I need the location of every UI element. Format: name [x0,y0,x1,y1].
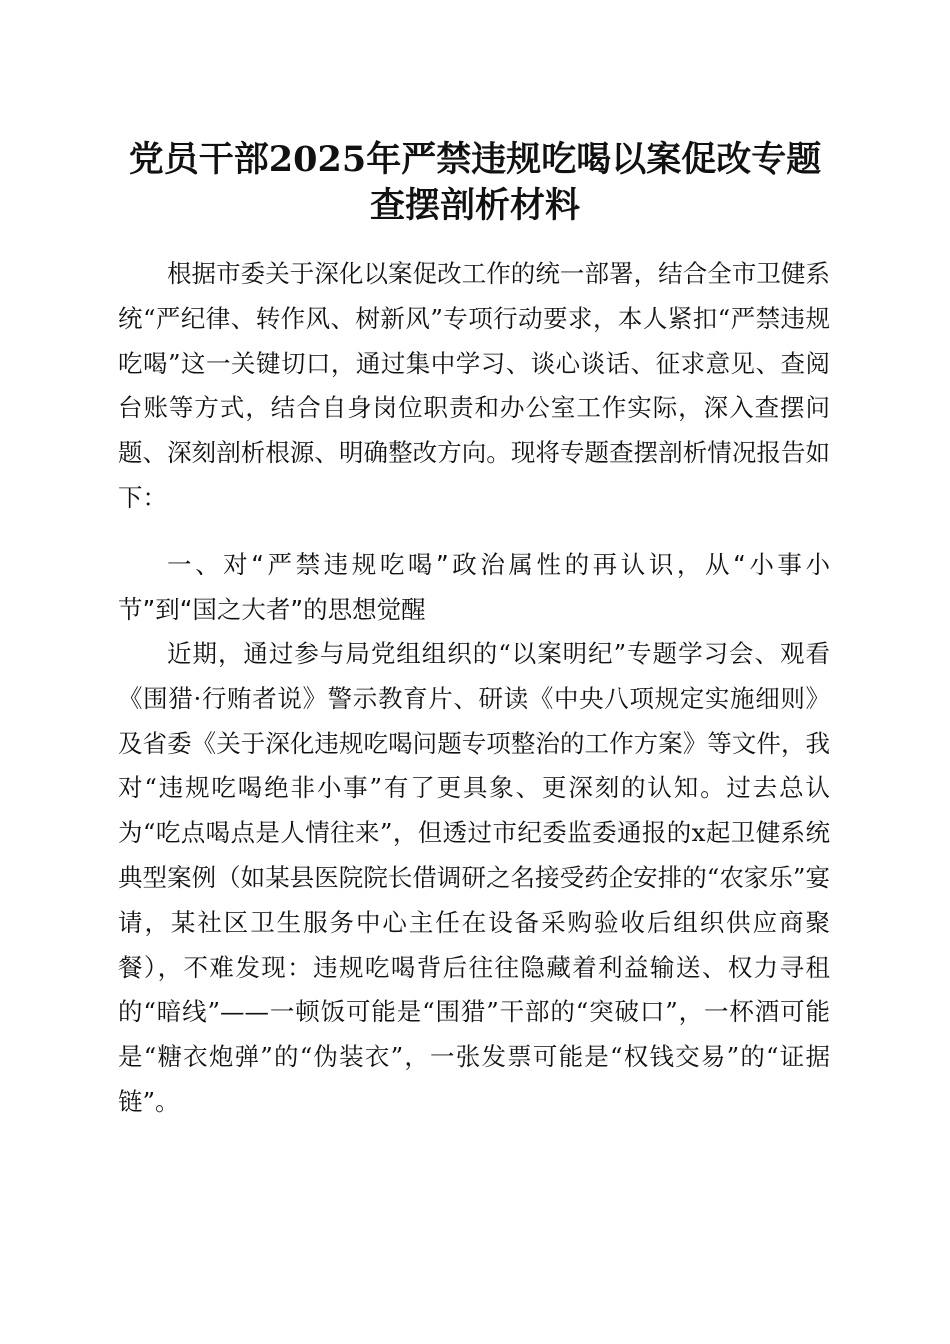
intro-paragraph: 根据市委关于深化以案促改工作的统一部署，结合全市卫健系统“严纪律、转作风、树新风”专项行动要求，本人紧扣“严禁违规吃喝”这一关键切口，通过集中学习、谈心谈话、征求意见、查阅台账等方式，结合自身岗位职责和办公室工作实际，深入查摆问题、深刻剖析根源、明确整改方向。现将专题查摆剖析情况报告如下： [118,259,830,512]
section-1-paragraph: 近期，通过参与局党组组织的“以案明纪”专题学习会、观看《围猎·行贿者说》警示教育片、研读《中央八项规定实施细则》及省委《关于深化违规吃喝问题专项整治的工作方案》等文件，我对“违规吃喝绝非小事”有了更具象、更深刻的认知。过去总认为“吃点喝点是人情往来”，但透过市纪委监委通报的x起卫健系统典型案例（如某县医院院长借调研之名接受药企安排的“农家乐”宴请，某社区卫生服务中心主任在设备采购验收后组织供应商聚餐），不难发现：违规吃喝背后往往隐藏着利益输送、权力寻租的“暗线”——一顿饭可能是“围猎”干部的“突破口”，一杯酒可能是“糖衣炮弹”的“伪装衣”，一张发票可能是“权钱交易”的“证据链”。 [118,639,830,1116]
document-title-line-2: 查摆剖析材料 [369,185,580,226]
section-1-heading: 一、对“严禁违规吃喝”政治属性的再认识，从“小事小节”到“国之大者”的思想觉醒 [118,550,830,624]
document-title-line-1: 党员干部2025年严禁违规吃喝以案促改专题 [128,139,822,180]
